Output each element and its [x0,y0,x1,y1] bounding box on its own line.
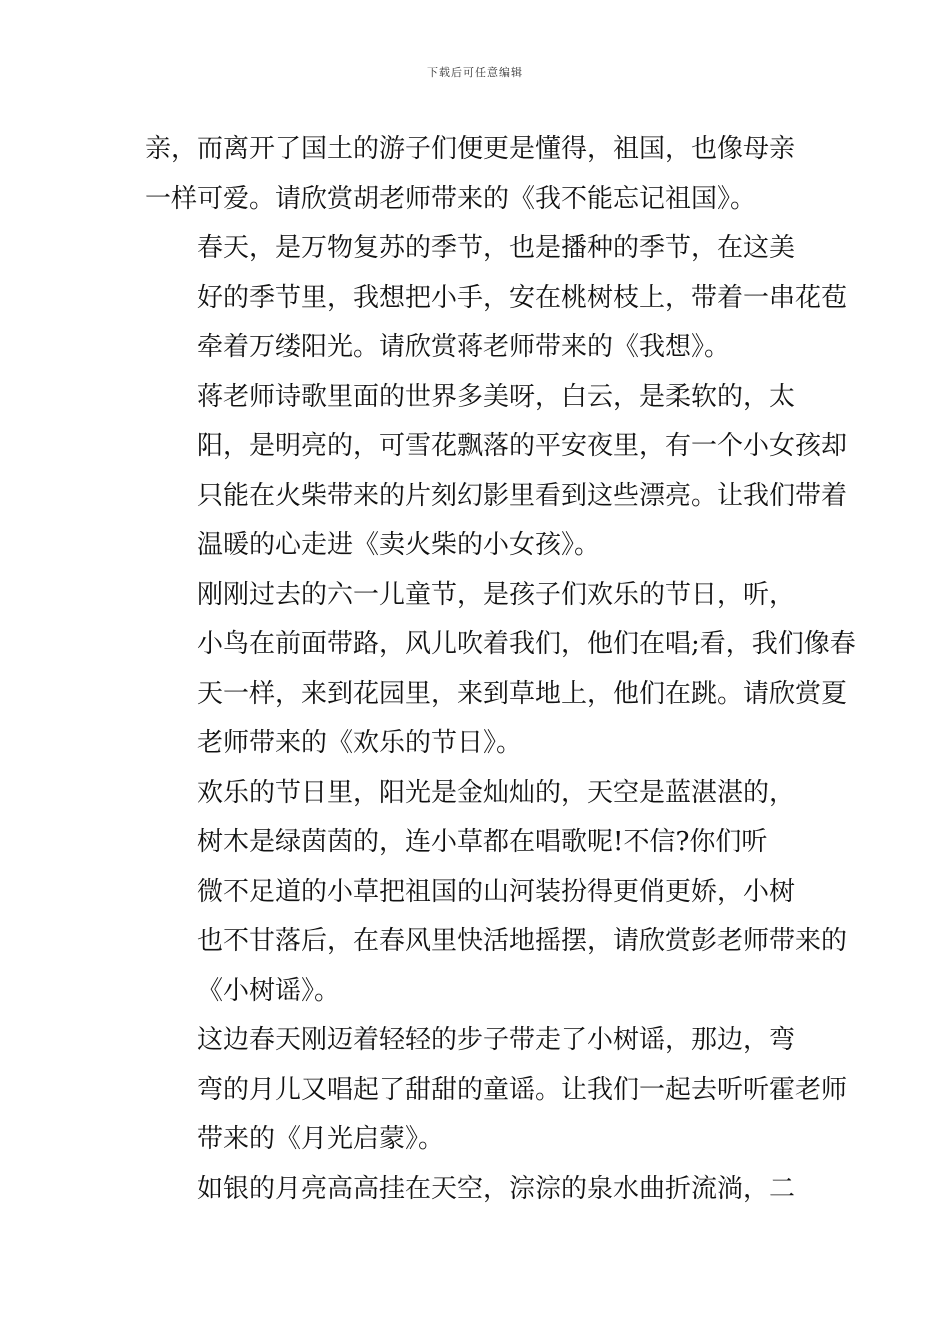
text-line: 微不足道的小草把祖国的山河装扮得更俏更娇，小树 [197,876,796,907]
text-line: 阳，是明亮的，可雪花飘落的平安夜里，有一个小女孩却 [197,431,848,461]
paragraph [145,769,810,868]
text-line: 《小树谣》。 [197,975,341,1006]
text-line: 温暖的心走进《卖火柴的小女孩》。 [197,530,601,560]
text-line: 欢乐的节日里，阳光是金灿灿的，天空是蓝湛湛的， [197,777,796,808]
document-body [145,125,856,1214]
text-line: 老师带来的《欢乐的节日》。 [197,728,523,758]
text-line: 一样可爱。请欣赏胡老师带来的《我不能忘记祖国》。 [145,183,757,214]
text-line: 亲，而离开了国土的游子们便更是懂得，祖国，也像母亲 [145,134,796,164]
text-line: 树木是绿茵茵的，连小草都在唱歌呢!不信?你们听 [197,827,768,857]
text-line: 牵着万缕阳光。请欣赏蒋老师带来的《我想》。 [197,332,731,362]
text-line: 只能在火柴带来的片刻幻影里看到这些漂亮。让我们带着 [197,480,848,511]
text-line: 小鸟在前面带路，风儿吹着我们，他们在唱;看，我们像春 [197,629,856,659]
page-header: 下载后可任意编辑 [427,66,523,79]
text-line: 天一样，来到花园里，来到草地上，他们在跳。请欣赏夏 [197,678,848,709]
text-line: 如银的月亮高高挂在天空，淙淙的泉水曲折流淌，二 [197,1173,796,1204]
paragraph [145,868,848,1017]
text-line: 蒋老师诗歌里面的世界多美呀，白云，是柔软的，太 [197,381,796,412]
text-line: 好的季节里，我想把小手，安在桃树枝上，带着一串花苞 [197,282,848,313]
text-line: 刚刚过去的六一儿童节，是孩子们欢乐的节日，听， [197,579,796,610]
paragraph [145,125,810,224]
paragraph [145,1016,848,1165]
text-line: 春天，是万物复苏的季节，也是播种的季节，在这美 [197,233,796,263]
paragraph [145,571,856,769]
text-line: 弯的月儿又唱起了甜甜的童谣。让我们一起去听听霍老师 [197,1074,848,1105]
text-line: 也不甘落后，在春风里快活地摇摆，请欣赏彭老师带来的 [197,926,848,956]
paragraph [145,373,848,571]
paragraph [145,224,848,373]
text-line: 带来的《月光启蒙》。 [197,1124,445,1154]
text-line: 这边春天刚迈着轻轻的步子带走了小树谣，那边，弯 [197,1025,796,1055]
paragraph [145,1165,810,1215]
